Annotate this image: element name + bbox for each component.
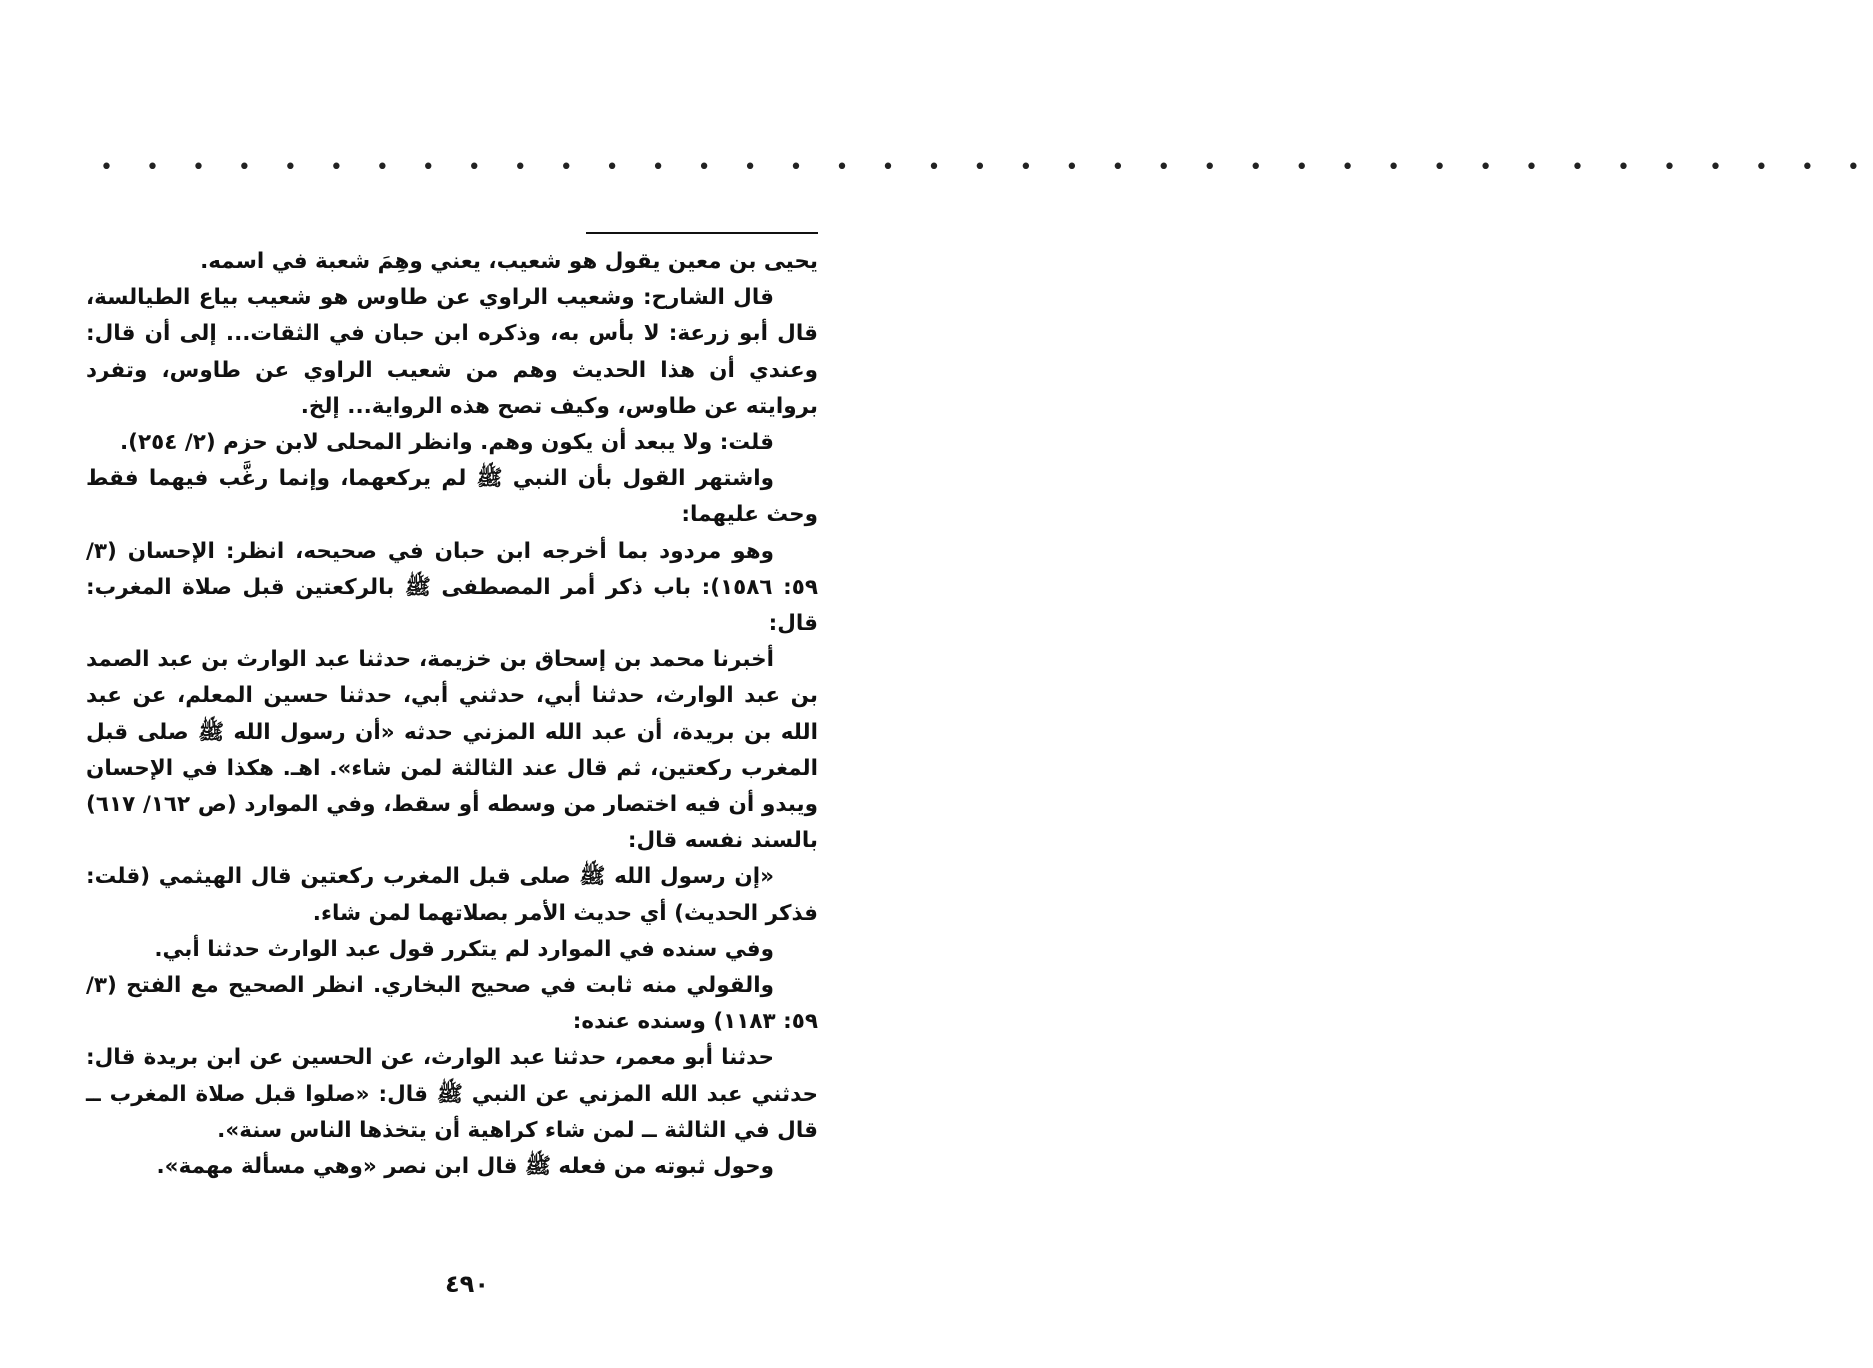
page-number: ٤٩٠ xyxy=(445,1270,489,1298)
paragraph: وفي سنده في الموارد لم يتكرر قول عبد الوارث حدثنا أبي. xyxy=(154,936,774,962)
paragraph: واشتهر القول بأن النبي ﷺ لم يركعهما، وإنما رغَّب فيهما فقط وحث عليهما: xyxy=(86,466,818,528)
paragraph: حدثنا أبو معمر، حدثنا عبد الوارث، عن الحسين عن ابن بريدة قال: حدثني عبد الله المزني عن النبي ﷺ قال: «صلوا قبل صلاة المغرب ــ قال في الثالثة ــ لمن شاء كراهية أن يتخذها الناس سنة». xyxy=(86,1045,818,1143)
paragraph: يحيى بن معين يقول هو شعيب، يعني وهِمَ شعبة في اسمه. xyxy=(200,249,818,274)
paragraph: «إن رسول الله ﷺ صلى قبل المغرب ركعتين قال الهيثمي (قلت: فذكر الحديث) أي حديث الأمر بصلاتهما لمن شاء. xyxy=(86,864,818,926)
paragraph: قال الشارح: وشعيب الراوي عن طاوس هو شعيب بياع الطيالسة، قال أبو زرعة: لا بأس به، وذكره ابن حبان في الثقات... إلى أن قال: وعندي أن هذا الحديث وهم من شعيب الراوي عن طاوس، وتفرد بروايته عن طاوس، وكيف تصح هذه الرواية... إلخ. xyxy=(86,285,818,419)
footnote-rule xyxy=(586,232,818,234)
footnote-body xyxy=(86,244,818,1185)
paragraph: قلت: ولا يبعد أن يكون وهم. وانظر المحلى لابن حزم (٢/ ٢٥٤). xyxy=(120,430,774,456)
paragraph: أخبرنا محمد بن إسحاق بن خزيمة، حدثنا عبد الوارث بن عبد الصمد بن عبد الوارث، حدثنا أبي، حدثني أبي، حدثنا حسين المعلم، عن عبد الله بن بريدة، أن عبد الله المزني حدثه «أن رسول الله ﷺ صلى قبل المغرب ركعتين، ثم قال عند الثالثة لمن شاء». اهـ. هكذا في الإحسان ويبدو أن فيه اختصار من وسطه أو سقط، وفي الموارد (ص ١٦٢/ ٦١٧) بالسند نفسه قال: xyxy=(86,647,818,854)
paragraph: والقولي منه ثابت في صحيح البخاري. انظر الصحيح مع الفتح (٣/ ٥٩: ١١٨٣) وسنده عنده: xyxy=(86,973,818,1035)
paragraph: وهو مردود بما أخرجه ابن حبان في صحيحه، انظر: الإحسان (٣/ ٥٩: ١٥٨٦): باب ذكر أمر المصطفى ﷺ بالركعتين قبل صلاة المغرب: قال: xyxy=(86,538,818,637)
dotted-separator: • • • • • • • • • • • • • • • • • • • • • • • • • • • • • • • • • • • • • • • xyxy=(100,155,1873,180)
paragraph: وحول ثبوته من فعله ﷺ قال ابن نصر «وهي مسألة مهمة». xyxy=(156,1154,774,1180)
